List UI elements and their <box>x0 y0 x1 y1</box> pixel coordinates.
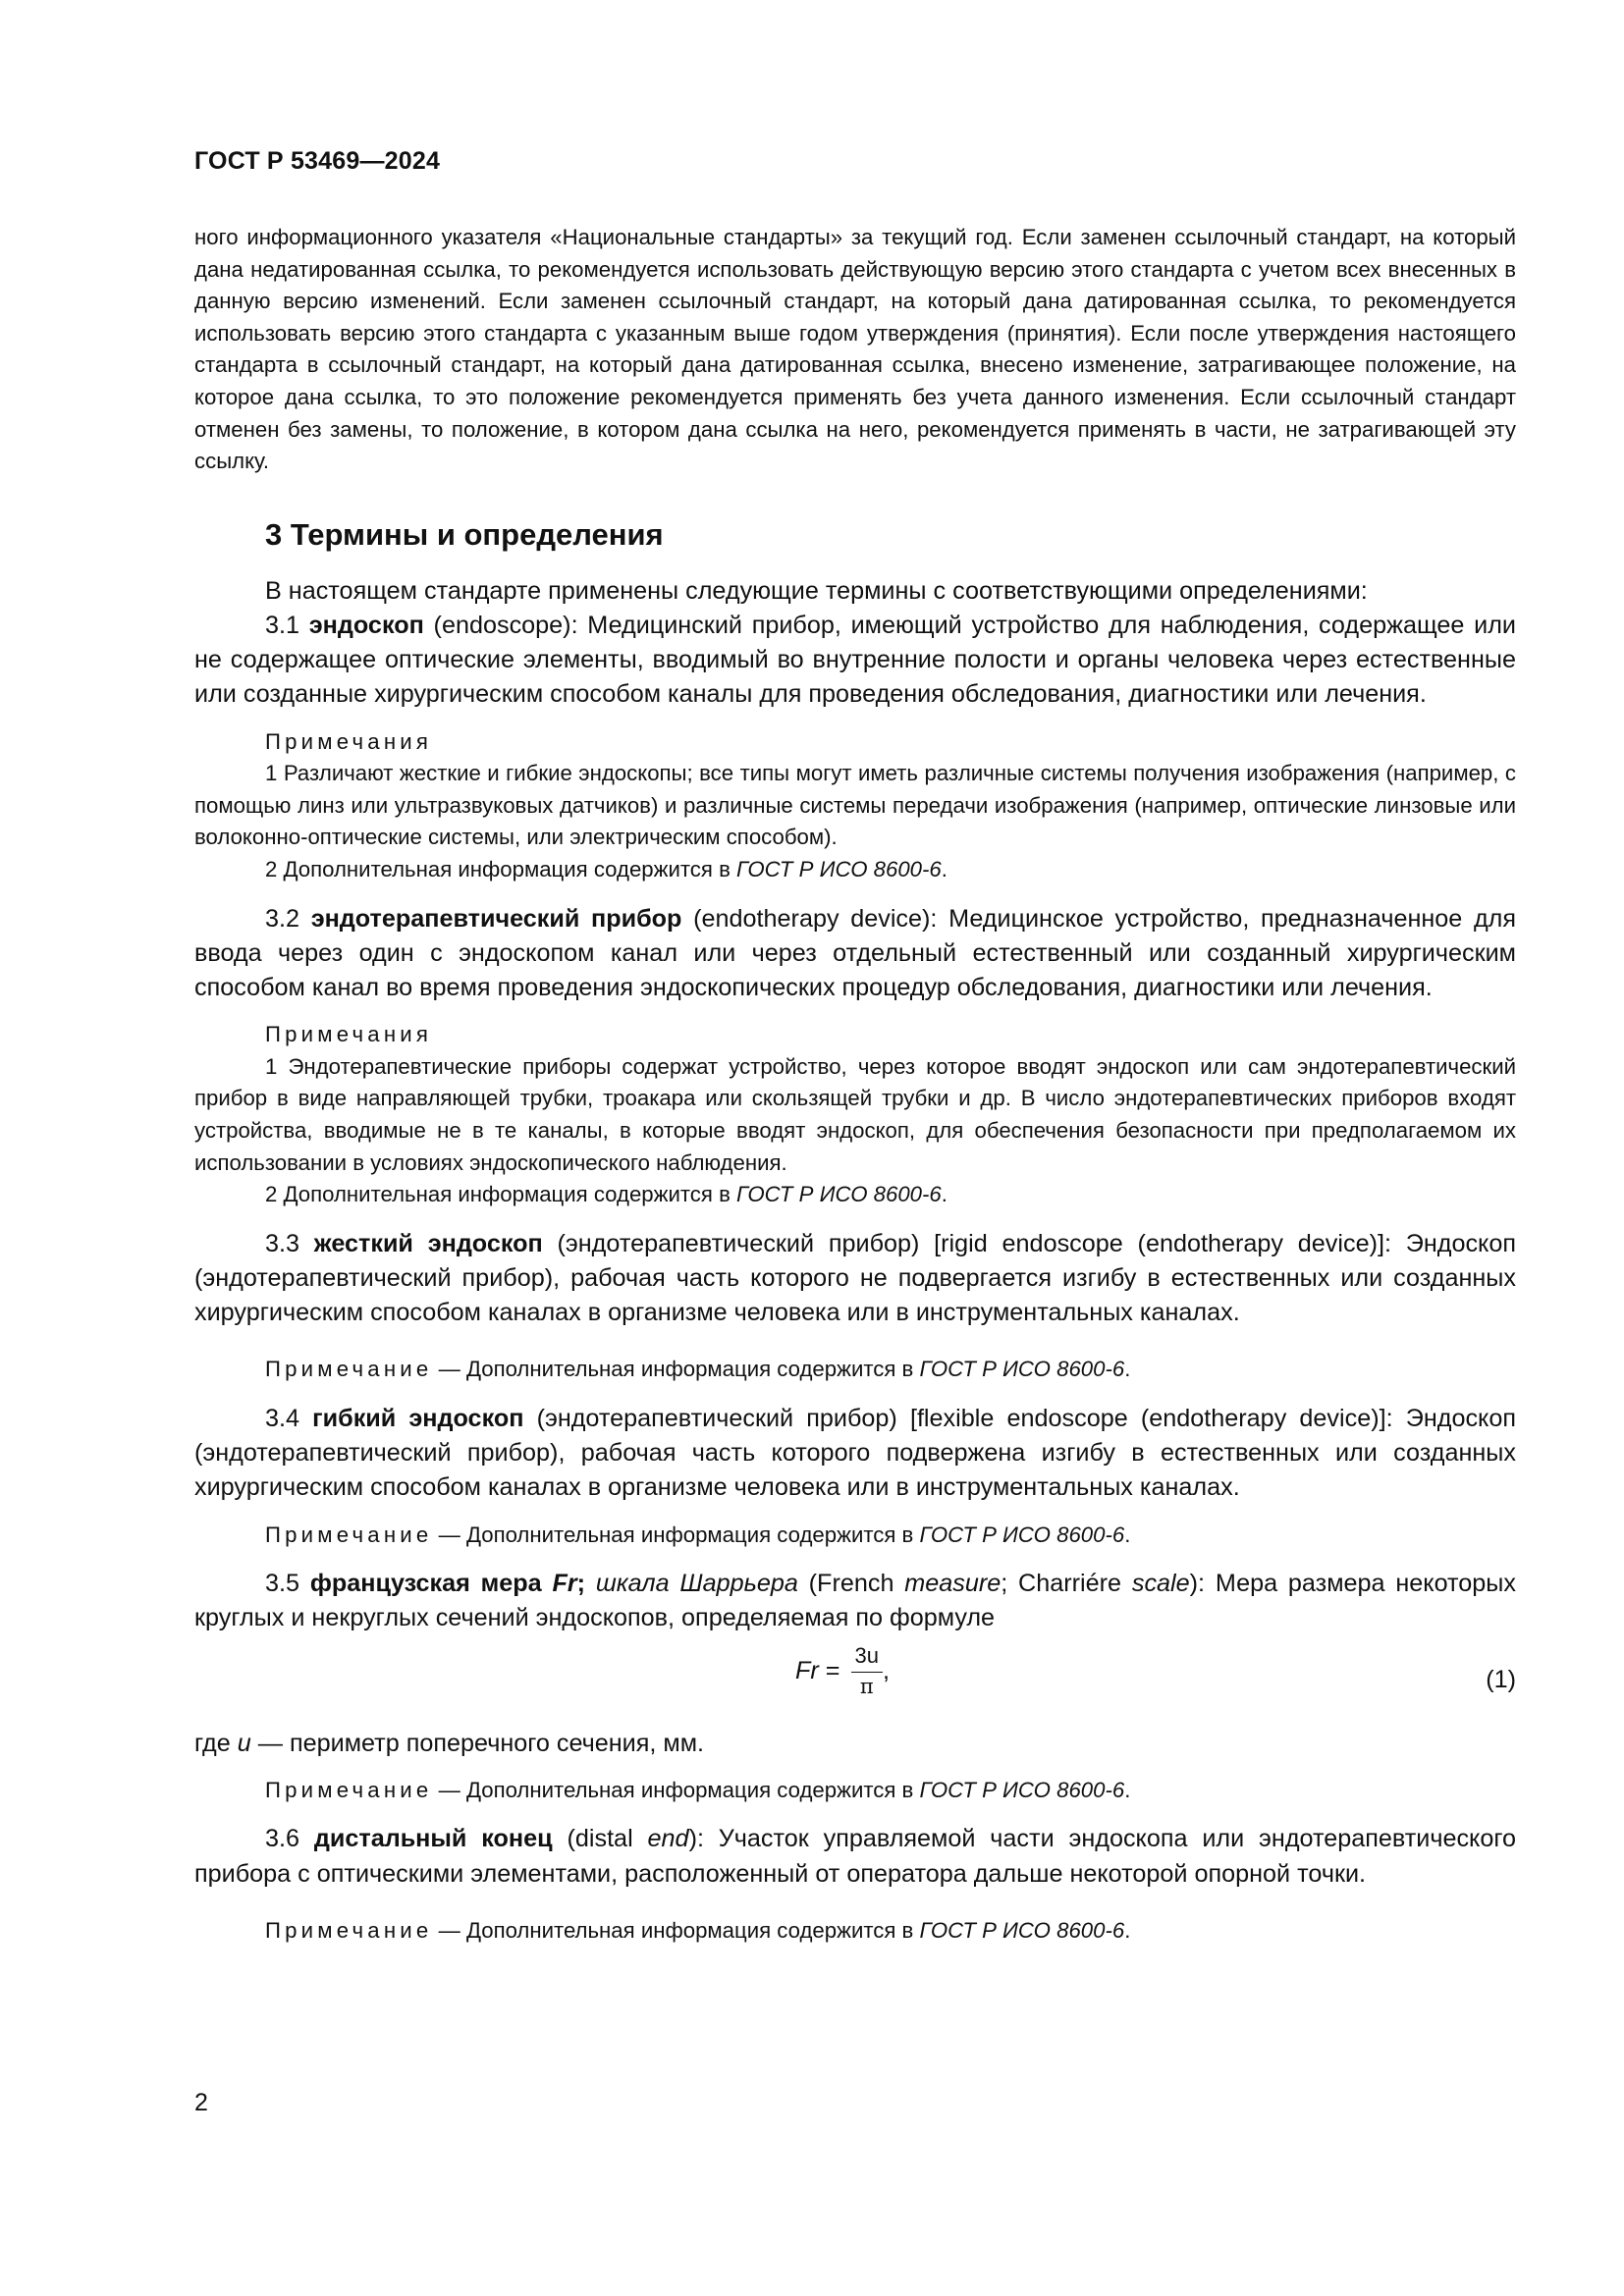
term-3-5: 3.5 французская мера Fr; шкала Шаррьера (French measure; Charriére scale): Мера размера некоторых круглых и некруглых сечений эндоскопов, определяемая по формуле <box>194 1570 1516 1632</box>
term-3-2: 3.2 эндотерапевтический прибор (endotherapy device): Медицинское устройство, предназначенное для ввода через один с эндоскопом канал или через отдельный естественный или созданный хирургическим способом канал во время проведения эндоскопических процедур обследования, диагностики или лечения. <box>194 904 1516 1001</box>
note-3-4: Примечание — Дополнительная информация содержится в ГОСТ Р ИСО 8600-6. <box>265 1522 1131 1547</box>
term-3-5-alt: шкала Шаррьера <box>595 1570 798 1598</box>
term-3-4-name: гибкий эндоскоп <box>312 1404 524 1432</box>
formula-denominator: π <box>859 1674 874 1698</box>
doc-header: ГОСТ Р 53469—2024 <box>194 147 441 175</box>
term-3-5-name: французская мера <box>309 1570 553 1598</box>
term-3-6: 3.6 дистальный конец (distal end): Участок управляемой части эндоскопа или эндотерапевтического прибора с оптическими элементами, расположенный от оператора дальше некоторой опорной точки. <box>194 1825 1516 1888</box>
note-3-3: Примечание — Дополнительная информация содержится в ГОСТ Р ИСО 8600-6. <box>265 1357 1131 1382</box>
note-3-1-2: 2 Дополнительная информация содержится в ГОСТ Р ИСО 8600-6. <box>265 856 947 881</box>
note-3-6: Примечание — Дополнительная информация содержится в ГОСТ Р ИСО 8600-6. <box>265 1917 1131 1943</box>
term-3-3-name: жесткий эндоскоп <box>313 1229 543 1257</box>
formula-where: где u — периметр поперечного сечения, мм. <box>194 1729 705 1757</box>
formula-tail: , <box>882 1656 890 1684</box>
note-3-1-1: 1 Различают жесткие и гибкие эндоскопы; все типы могут иметь различные системы получения изображения (например, с помощью линз или ультразвуковых датчиков) и различные системы передачи изображения (например, оптические линзовые или волоконно-оптические системы, или электрическим способом). <box>194 761 1516 850</box>
formula-fraction <box>851 1642 883 1700</box>
term-3-3: 3.3 жесткий эндоскоп (эндотерапевтический прибор) [rigid endoscope (endotherapy device)]: Эндоскоп (эндотерапевтический прибор), рабочая часть которого не подвергается изгибу в естественных или созданных хирургическим способом каналах в организме человека или в инструментальных каналах. <box>194 1229 1517 1327</box>
section-title: 3 Термины и определения <box>265 516 664 552</box>
formula-numerator: 3u <box>851 1642 883 1673</box>
note-3-2-1: 1 Эндотерапевтические приборы содержат устройство, через которое вводят эндоскоп или сам эндотерапевтический прибор в виде направляющей трубки, троакара или скользящей трубки и др. В число эндотерапевтических приборов входят устройства, вводимые не в те каналы, в которые вводят эндоскоп, для обеспечения безопасности при предполагаемом их использовании в условиях эндоскопического наблюдения. <box>194 1053 1516 1175</box>
section-lead: В настоящем стандарте применены следующие термины с соответствующими определениями: <box>265 576 1368 605</box>
page-content <box>194 222 1516 1947</box>
intro-paragraph: ного информационного указателя «Национальные стандарты» за текущий год. Если заменен ссылочный стандарт, на который дана недатированная ссылка, то рекомендуется использовать действующую версию этого стандарта с учетом всех внесенных в данную версию изменений. Если заменен ссылочный стандарт, на который дана датированная ссылка, то рекомендуется использовать версию этого стандарта с указанным выше годом утверждения (принятия). Если после утверждения настоящего стандарта в ссылочный стандарт, на который дана датированная ссылка, внесено изменение, затрагивающее положение, на которое дана ссылка, то это положение рекомендуется применять без учета данного изменения. Если ссылочный стандарт отменен без замены, то положение, в котором дана ссылка на него, рекомендуется применять в части, не затрагивающей эту ссылку. <box>194 225 1516 474</box>
term-3-1-name: эндоскоп <box>308 611 424 639</box>
notes-heading-3-1: Примечания <box>265 728 433 754</box>
note-3-2-2: 2 Дополнительная информация содержится в ГОСТ Р ИСО 8600-6. <box>265 1182 947 1207</box>
term-3-1: 3.1 эндоскоп (endoscope): Медицинский прибор, имеющий устройство для наблюдения, содержащее или не содержащее оптические элементы, вводимый во внутренние полости и органы человека через естественные или созданные хирургическим способом каналы для проведения обследования, диагностики или лечения. <box>194 611 1516 709</box>
term-3-5-symbol: Fr <box>552 1570 577 1598</box>
formula-expression <box>795 1642 890 1700</box>
page-number: 2 <box>194 2089 208 2116</box>
term-3-6-name: дистальный конец <box>313 1825 553 1853</box>
term-3-4: 3.4 гибкий эндоскоп (эндотерапевтический прибор) [flexible endoscope (endotherapy device)]: Эндоскоп (эндотерапевтический прибор), рабочая часть которого подвержена изгибу в естественных или созданных хирургическим способом каналах в организме человека или в инструментальных каналах. <box>194 1404 1517 1502</box>
notes-heading-3-2: Примечания <box>265 1022 433 1047</box>
formula-eq: = <box>818 1656 847 1684</box>
equation-number: (1) <box>1486 1665 1516 1693</box>
formula-lhs: Fr <box>795 1656 819 1684</box>
formula-1 <box>194 1636 1516 1727</box>
note-3-5: Примечание — Дополнительная информация содержится в ГОСТ Р ИСО 8600-6. <box>265 1777 1131 1802</box>
term-3-2-name: эндотерапевтический прибор <box>310 904 682 933</box>
